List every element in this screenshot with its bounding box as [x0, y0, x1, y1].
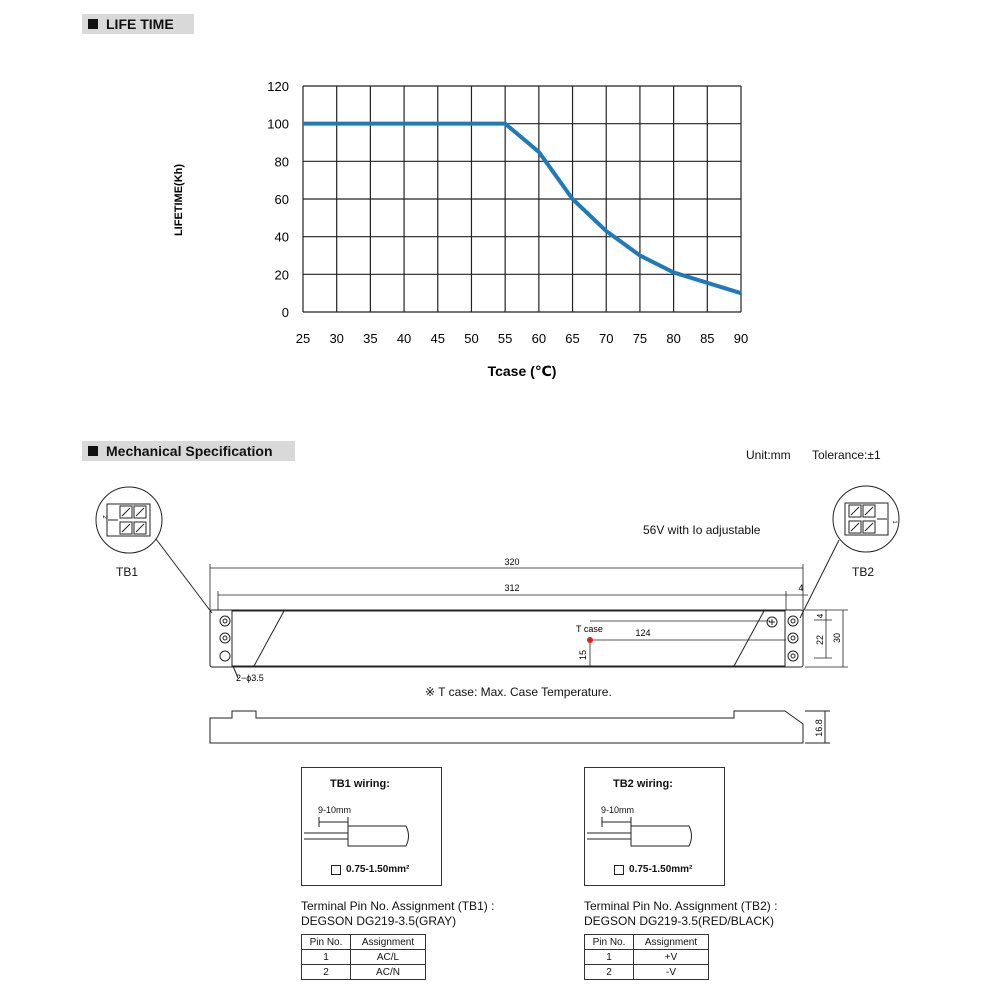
table-row [302, 965, 426, 980]
dim-22: 22 [815, 634, 825, 646]
tb2-detail-circle [800, 486, 899, 618]
tb1-col-assign: Assignment [351, 935, 426, 950]
tb1-wire-icon [302, 813, 441, 858]
tb2-assignment-title [584, 899, 777, 929]
y-tick-label: 120 [267, 79, 289, 94]
tb1-col-pin: Pin No. [302, 935, 351, 950]
hole-diameter-label: 2−ϕ3.5 [236, 673, 264, 683]
mechanical-spec-heading-text: Mechanical Specification [106, 443, 273, 459]
tb1-wiring-title: TB1 wiring: [330, 778, 390, 790]
tb2-wire-gauge [614, 864, 692, 875]
dim-312: 312 [504, 583, 520, 593]
x-tick-label: 25 [295, 331, 311, 346]
tb1-assignment-line1: Terminal Pin No. Assignment (TB1) : [301, 899, 495, 913]
x-tick-label: 45 [430, 331, 446, 346]
tb1-detail-circle [96, 487, 212, 613]
x-tick-label: 30 [329, 331, 344, 346]
tcase-footnote: ※ T case: Max. Case Temperature. [425, 685, 612, 699]
x-tick-label: 80 [666, 331, 681, 346]
tb2-assignment-line2: DEGSON DG219-3.5(RED/BLACK) [584, 914, 775, 928]
chart-y-axis-label: LIFETIME(Kh) [173, 163, 185, 237]
tcase-label: T case [576, 624, 603, 634]
tb1-row1-pin: 1 [302, 950, 351, 965]
tb1-gauge-text: 0.75-1.50mm² [346, 864, 410, 875]
tb2-row1-assign: +V [634, 950, 709, 965]
unit-label: Unit:mm [746, 448, 791, 462]
life-time-heading-text: LIFE TIME [106, 16, 174, 32]
chart-x-axis-label: Tcase (℃) [487, 363, 557, 379]
tb1-label: TB1 [116, 565, 139, 579]
chart-tick-labels [267, 79, 748, 346]
mechanical-spec-heading [82, 441, 295, 461]
square-bullet-icon [88, 446, 98, 456]
x-tick-label: 90 [733, 331, 749, 346]
y-tick-label: 40 [274, 229, 289, 245]
lifetime-series-line [303, 124, 741, 294]
tolerance-label: Tolerance:±1 [812, 448, 881, 462]
x-tick-label: 40 [396, 331, 412, 346]
tb1-wire-gauge [331, 864, 409, 875]
tb1-pin-2-label: 2 [101, 515, 107, 519]
y-tick-label: 20 [274, 267, 289, 283]
tb2-row2-assign: -V [634, 965, 709, 980]
tb2-pin-1-label: 1 [891, 520, 897, 524]
tb2-strip-length: 9-10mm [601, 805, 635, 815]
tb2-wire-icon [585, 813, 724, 858]
y-tick-label: 0 [281, 305, 289, 320]
x-tick-label: 60 [531, 331, 547, 346]
table-row [585, 965, 709, 980]
dim-124: 124 [635, 628, 651, 638]
tb1-assignment-line2: DEGSON DG219-3.5(GRAY) [301, 914, 457, 928]
dimension-lines [210, 564, 848, 667]
x-tick-label: 85 [700, 331, 715, 346]
dim-4-side: 4 [816, 613, 825, 619]
y-tick-label: 100 [267, 116, 289, 132]
dim-15: 15 [578, 649, 588, 661]
tb2-row1-pin: 1 [585, 950, 634, 965]
tb2-assignment-line1: Terminal Pin No. Assignment (TB2) : [584, 899, 778, 913]
tb2-col-pin: Pin No. [585, 935, 634, 950]
dim-4-top: 4 [798, 583, 804, 593]
tb1-strip-length: 9-10mm [318, 805, 352, 815]
tb2-wiring-title: TB2 wiring: [613, 778, 673, 790]
tb1-pin-table [301, 934, 426, 980]
tb1-assignment-title [301, 899, 494, 929]
x-tick-label: 50 [464, 331, 479, 346]
checkbox-square-icon [614, 865, 624, 875]
tb2-wiring-box [584, 767, 725, 886]
tcase-point-marker [587, 637, 593, 643]
tb1-row2-assign: AC/N [351, 965, 426, 980]
x-tick-label: 75 [632, 331, 648, 346]
table-row [302, 950, 426, 965]
tb2-label: TB2 [852, 565, 875, 579]
adjust-note: 56V with Io adjustable [643, 523, 761, 537]
dim-16-8: 16.8 [814, 719, 824, 737]
x-tick-label: 55 [497, 331, 513, 346]
dim-30: 30 [832, 632, 842, 644]
x-tick-label: 70 [598, 331, 614, 346]
tb1-wiring-box [301, 767, 442, 886]
tb2-row2-pin: 2 [585, 965, 634, 980]
tb2-col-assign: Assignment [634, 935, 709, 950]
tb2-gauge-text: 0.75-1.50mm² [629, 864, 693, 875]
tb1-row2-pin: 2 [302, 965, 351, 980]
lifetime-chart [0, 0, 1000, 400]
checkbox-square-icon [331, 865, 341, 875]
tb1-row1-assign: AC/L [351, 950, 426, 965]
y-tick-label: 80 [274, 154, 289, 170]
dim-320: 320 [504, 557, 520, 567]
driver-side-view [210, 711, 830, 743]
x-tick-label: 35 [363, 331, 378, 346]
mechanical-drawing [0, 470, 1000, 770]
x-tick-label: 65 [565, 331, 580, 346]
driver-top-view [210, 610, 803, 678]
y-tick-label: 60 [274, 192, 289, 207]
tb2-pin-table [584, 934, 709, 980]
table-row [585, 950, 709, 965]
chart-grid [303, 86, 741, 312]
